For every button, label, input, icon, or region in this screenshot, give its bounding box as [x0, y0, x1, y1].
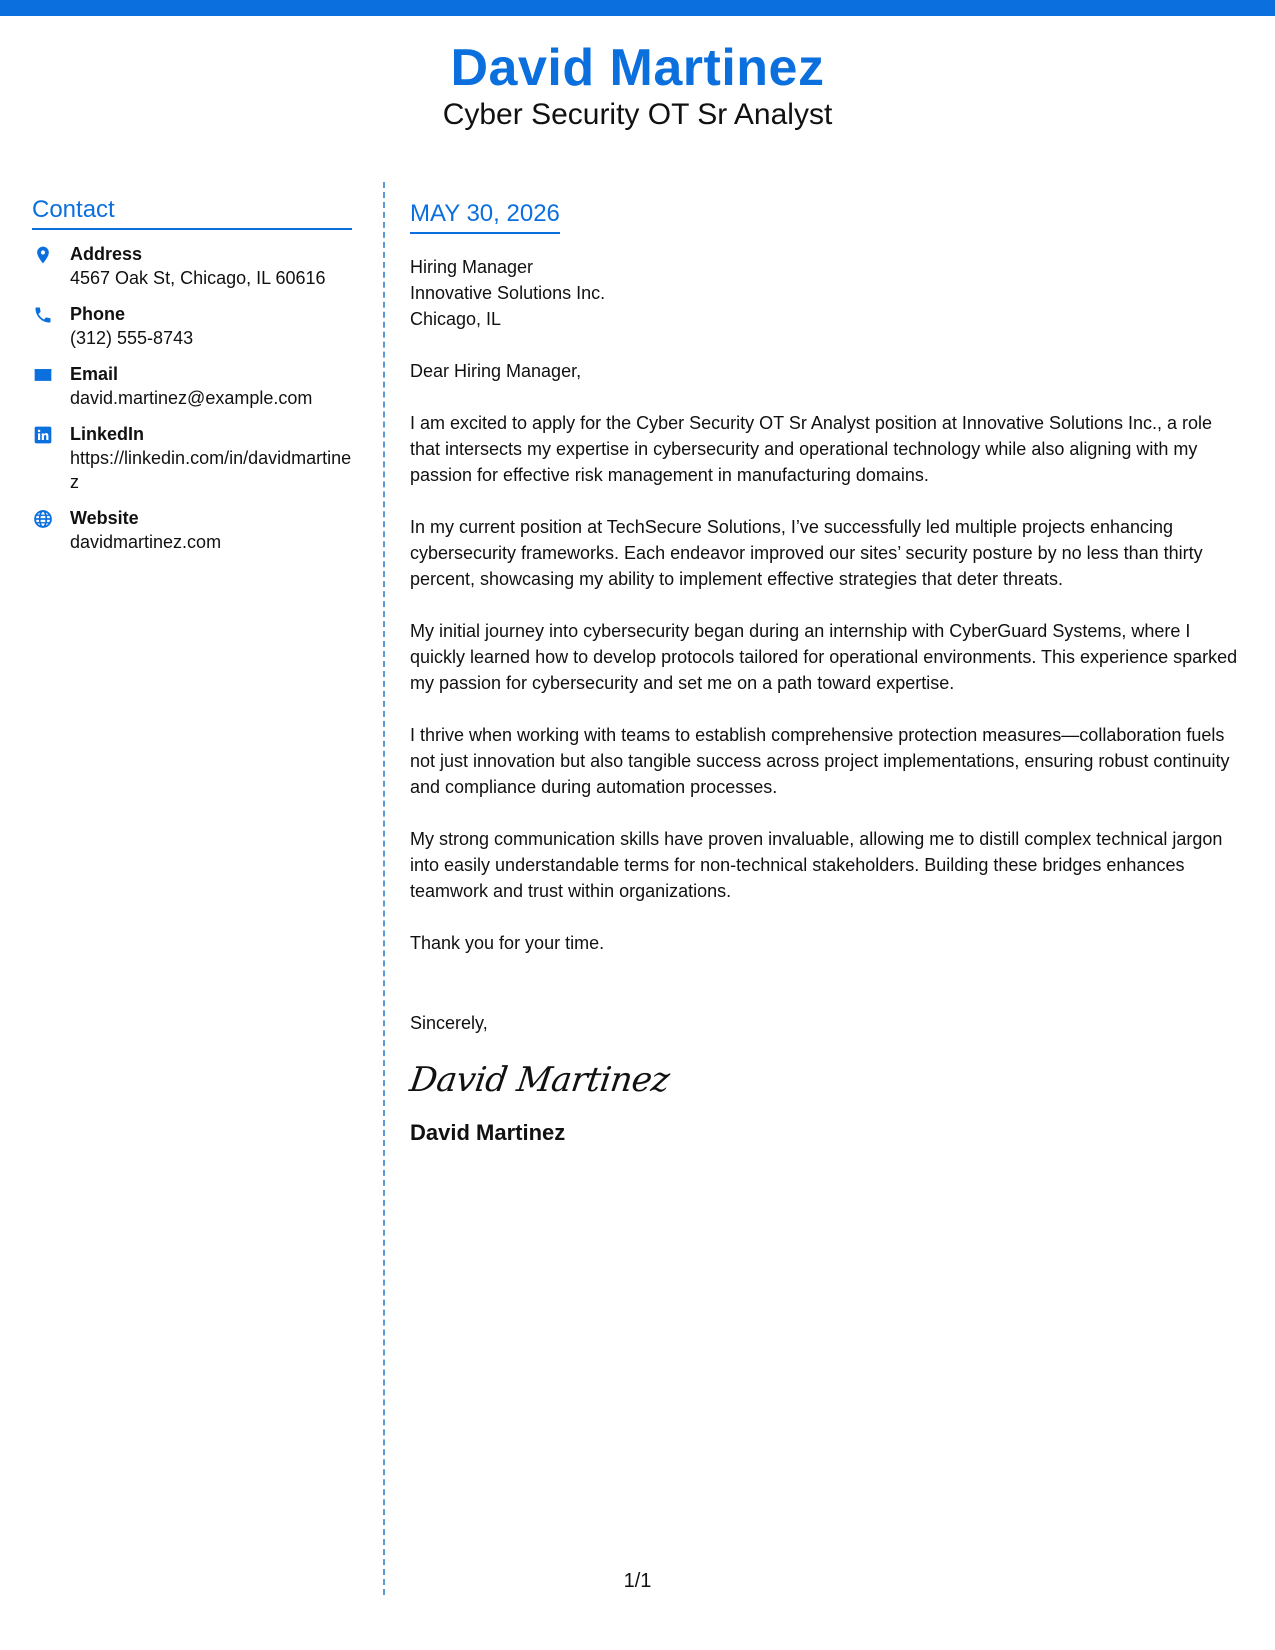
candidate-name: David Martinez — [450, 39, 825, 97]
handwritten-signature: David Martinez — [407, 1060, 672, 1100]
letter-body — [407, 200, 1245, 1146]
globe-icon — [32, 508, 54, 530]
letter-paragraph: My initial journey into cybersecurity began during an internship with CyberGuard Systems, where I quickly learned how to develop protocols tailored for operational environments. This experience sparked my passion for cybersecurity and set me on a path toward expertise. — [410, 621, 1238, 693]
phone-icon — [32, 304, 54, 326]
signer-name: David Martinez — [410, 1120, 566, 1145]
letter-paragraph: In my current position at TechSecure Solutions, I’ve successfully led multiple projects enhancing cybersecurity frameworks. Each endeavor improved our sites’ security posture by no less than thirty percent, showcasing my ability to implement effective strategies that deter threats. — [410, 517, 1203, 589]
contact-heading: Contact — [32, 196, 352, 230]
contact-label: Email — [70, 364, 119, 384]
greeting: Dear Hiring Manager, — [410, 361, 582, 381]
closing: Sincerely, — [410, 1013, 488, 1033]
contact-item-phone — [32, 302, 352, 350]
page-header — [0, 40, 1275, 133]
phone-value: (312) 555-8743 — [70, 328, 194, 348]
top-accent-bar — [0, 0, 1275, 16]
linkedin-value[interactable]: https://linkedin.com/in/davidmartinez — [70, 448, 352, 492]
letter-paragraph: I am excited to apply for the Cyber Security OT Sr Analyst position at Innovative Solutions Inc., a role that intersects my expertise in cybersecurity and operational technology while also aligning with my passion for effective risk management in manufacturing domains. — [410, 413, 1213, 485]
letter-paragraph: Thank you for your time. — [410, 933, 605, 953]
linkedin-icon — [32, 424, 54, 446]
contact-label: Address — [70, 244, 143, 264]
page-number: 1/1 — [623, 1570, 652, 1592]
contact-list — [32, 242, 352, 554]
email-value[interactable]: david.martinez@example.com — [70, 388, 313, 408]
recipient-line: Hiring Manager — [410, 257, 534, 277]
contact-item-email — [32, 362, 352, 410]
contact-label: Website — [70, 508, 139, 528]
recipient-line: Chicago, IL — [410, 309, 502, 329]
contact-sidebar — [32, 196, 352, 566]
contact-label: Phone — [70, 304, 126, 324]
letter-date: MAY 30, 2026 — [410, 200, 560, 234]
recipient-block — [410, 254, 1245, 332]
envelope-icon — [32, 364, 54, 386]
website-value[interactable]: davidmartinez.com — [70, 532, 222, 552]
contact-item-website — [32, 506, 352, 554]
letter-paragraph: I thrive when working with teams to establish comprehensive protection measures—collaboration fuels not just innovation but also tangible success across project implementations, ensuring robust continuity and compliance during automation processes. — [410, 725, 1230, 797]
letter-paragraph: My strong communication skills have proven invaluable, allowing me to distill complex technical jargon into easily understandable terms for non-technical stakeholders. Building these bridges enhances teamwork and trust within organizations. — [410, 829, 1223, 901]
contact-item-address — [32, 242, 352, 290]
contact-item-linkedin — [32, 422, 352, 494]
location-pin-icon — [32, 244, 54, 266]
job-title: Cyber Security OT Sr Analyst — [442, 98, 833, 132]
column-divider — [383, 182, 385, 1595]
address-value: 4567 Oak St, Chicago, IL 60616 — [70, 268, 326, 288]
contact-label: LinkedIn — [70, 424, 145, 444]
recipient-line: Innovative Solutions Inc. — [410, 283, 606, 303]
